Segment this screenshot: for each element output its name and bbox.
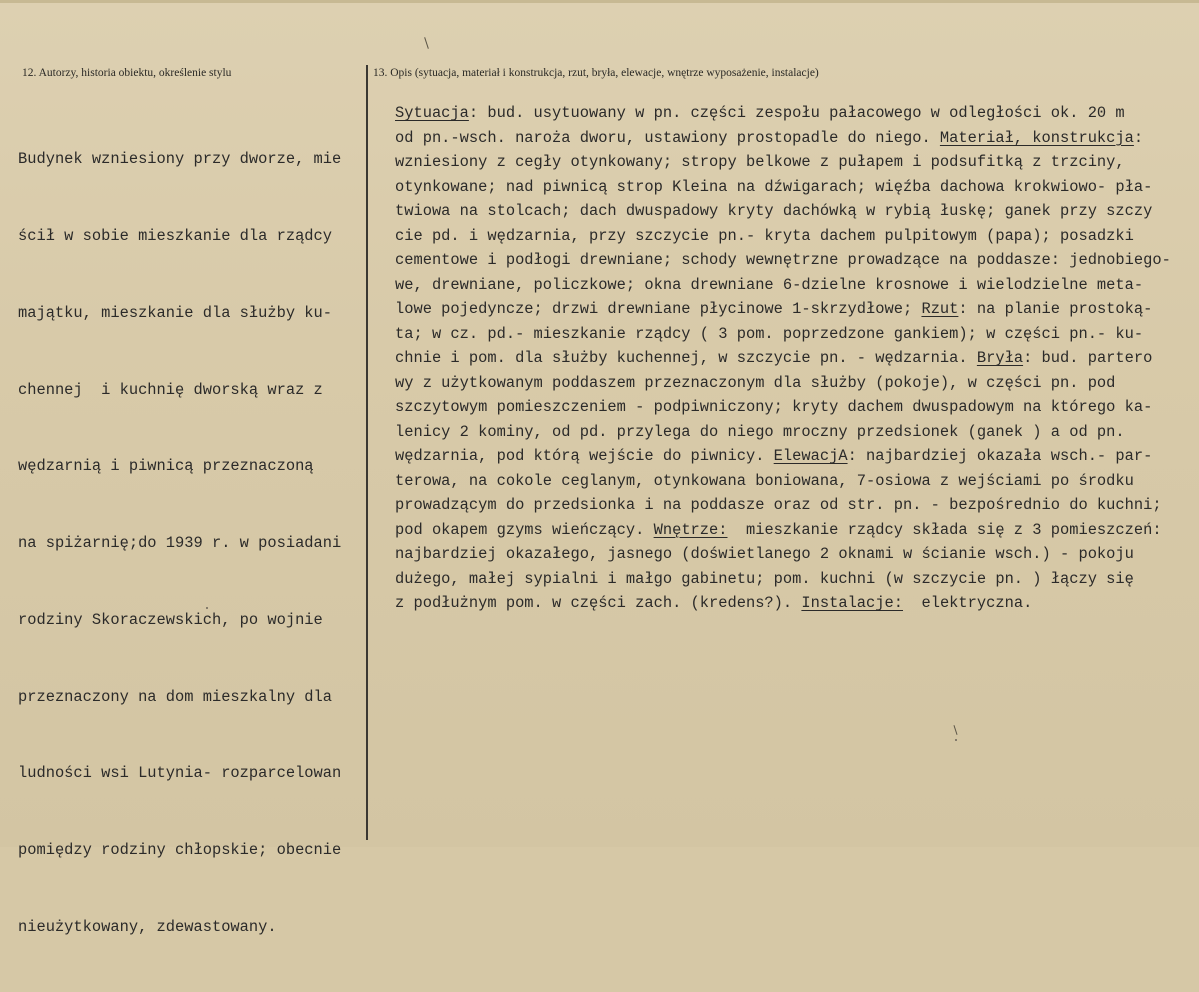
text-segment: wzniesiony z cegły otynkowany; stropy belkowe z pułapem i podsufitką z trzciny, xyxy=(395,153,1125,171)
paper-mark xyxy=(953,725,957,735)
text-segment: chnie i pom. dla służby kuchennej, w szczycie pn. - wędzarnia. xyxy=(395,349,977,367)
text-line xyxy=(395,395,1171,420)
section-label: Rzut xyxy=(921,300,959,318)
text-segment: od pn.-wsch. naroża dworu, ustawiony prostopadle do niego. xyxy=(395,128,940,147)
left-column-text xyxy=(18,96,341,992)
text-segment: we, drewniane, policzkowe; okna drewniane 6-dzielne krosnowe i wielodzielne meta- xyxy=(395,275,1144,294)
text-line xyxy=(395,297,1171,322)
text-segment: twiowa na stolcach; dach dwuspadowy kryty dachówką w rybią łuskę; ganek przy szczy xyxy=(395,202,1153,220)
text-line xyxy=(395,199,1171,224)
text-line xyxy=(395,248,1171,273)
text-segment: otynkowane; nad piwnicą strop Kleina na dźwigarach; więźba dachowa krokwiowo- pła- xyxy=(395,177,1153,196)
text-line xyxy=(395,493,1171,518)
text-line xyxy=(395,126,1171,151)
section-label: Sytuacja xyxy=(395,104,469,122)
text-line xyxy=(395,420,1171,445)
text-line xyxy=(395,567,1171,592)
text-line xyxy=(395,469,1171,494)
text-line: na spiżarnię;do 1939 r. w posiadani xyxy=(18,534,342,553)
text-line: pomiędzy rodziny chłopskie; obecnie xyxy=(18,841,342,860)
text-segment: szczytowym pomieszczeniem - podpiwniczony; kryty dachem dwuspadowym na którego ka- xyxy=(395,398,1153,416)
text-segment: cementowe i podłogi drewniane; schody wewnętrzne prowadzące na poddasze: jednobiego- xyxy=(395,251,1171,269)
text-line xyxy=(395,542,1171,567)
text-segment: dużego, małej sypialni i małgo gabinetu; pom. kuchni (w szczycie pn. ) łączy się xyxy=(395,569,1134,588)
text-segment: ta; w cz. pd.- mieszkanie rządcy ( 3 pom. poprzedzone gankiem); w części pn.- ku- xyxy=(395,324,1144,343)
text-segment: : najbardziej okazała wsch.- par- xyxy=(847,447,1153,465)
text-line: Budynek wzniesiony przy dworze, mie xyxy=(18,150,342,169)
section-label: Instalacje: xyxy=(801,594,903,612)
text-segment: : bud. usytuowany w pn. części zespołu pałacowego w odległości ok. 20 m xyxy=(468,104,1125,122)
text-line: nieużytkowany, zdewastowany. xyxy=(18,918,277,936)
paper-speck xyxy=(206,607,208,609)
text-line xyxy=(395,101,1171,126)
text-segment: wy z użytkowanym poddaszem przeznaczonym dla służby (pokoje), w części pn. pod xyxy=(395,373,1116,392)
text-line xyxy=(395,591,1171,616)
text-line xyxy=(395,224,1171,249)
text-segment: : na planie prostoką- xyxy=(958,300,1153,318)
text-segment: elektryczna. xyxy=(903,594,1033,612)
text-segment: lowe pojedyncze; drzwi drewniane płycinowe 1-skrzydłowe; xyxy=(395,300,922,318)
paper-mark xyxy=(424,37,429,49)
right-column-text xyxy=(395,101,1171,616)
text-line: chennej i kuchnię dworską wraz z xyxy=(18,380,323,399)
text-line xyxy=(395,444,1171,469)
text-line xyxy=(395,150,1171,175)
right-column-header: 13. Opis (sytuacja, materiał i konstrukcja, rzut, bryła, elewacje, wnętrze wyposażenie, instalacje) xyxy=(373,67,819,79)
text-line xyxy=(395,322,1171,347)
text-line xyxy=(395,175,1171,200)
text-segment: wędzarnia, pod którą wejście do piwnicy. xyxy=(395,447,774,465)
text-line xyxy=(395,273,1171,298)
section-label: Bryła xyxy=(976,349,1024,367)
text-line xyxy=(395,371,1171,396)
text-line xyxy=(395,346,1171,371)
paper-speck xyxy=(955,739,957,741)
text-line: przeznaczony na dom mieszkalny dla xyxy=(18,687,333,706)
text-segment: : bud. partero xyxy=(1023,349,1153,367)
text-segment: z podłużnym pom. w części zach. (kredens?). xyxy=(395,594,802,612)
text-line: ludności wsi Lutynia- rozparcelowan xyxy=(18,764,342,783)
section-label: ElewacjA xyxy=(773,447,848,465)
text-line: rodziny Skoraczewskich, po wojnie xyxy=(18,610,323,629)
text-segment: najbardziej okazałego, jasnego (doświetlanego 2 oknami w ścianie wsch.) - pokoju xyxy=(395,545,1134,563)
text-segment: cie pd. i wędzarnia, przy szczycie pn.- kryta dachem pulpitowym (papa); posadzki xyxy=(395,226,1134,245)
text-line: majątku, mieszkanie dla służby ku- xyxy=(18,303,333,322)
text-line: ścił w sobie mieszkanie dla rządcy xyxy=(18,226,333,245)
text-segment: prowadzącym do przedsionka i na poddasze oraz od str. pn. - bezpośrednio do kuchni; xyxy=(395,496,1162,514)
text-segment: : xyxy=(1133,128,1144,147)
section-label: Materiał, konstrukcja xyxy=(939,128,1134,147)
text-segment: terowa, na cokole ceglanym, otynkowana boniowana, 7-osiowa z wejściami po środku xyxy=(395,471,1134,490)
section-label: Wnętrze: xyxy=(653,520,728,539)
text-segment: mieszkanie rządcy składa się z 3 pomieszczeń: xyxy=(727,520,1162,539)
left-column-header: 12. Autorzy, historia obiektu, określenie stylu xyxy=(22,67,232,79)
column-divider xyxy=(366,65,368,840)
text-line xyxy=(395,518,1171,543)
text-line: wędzarnią i piwnicą przeznaczoną xyxy=(18,457,314,476)
text-segment: pod okapem gzyms wieńczący. xyxy=(395,520,654,539)
text-segment: lenicy 2 kominy, od pd. przylega do niego mroczny przedsionek (ganek ) a od pn. xyxy=(395,422,1125,441)
